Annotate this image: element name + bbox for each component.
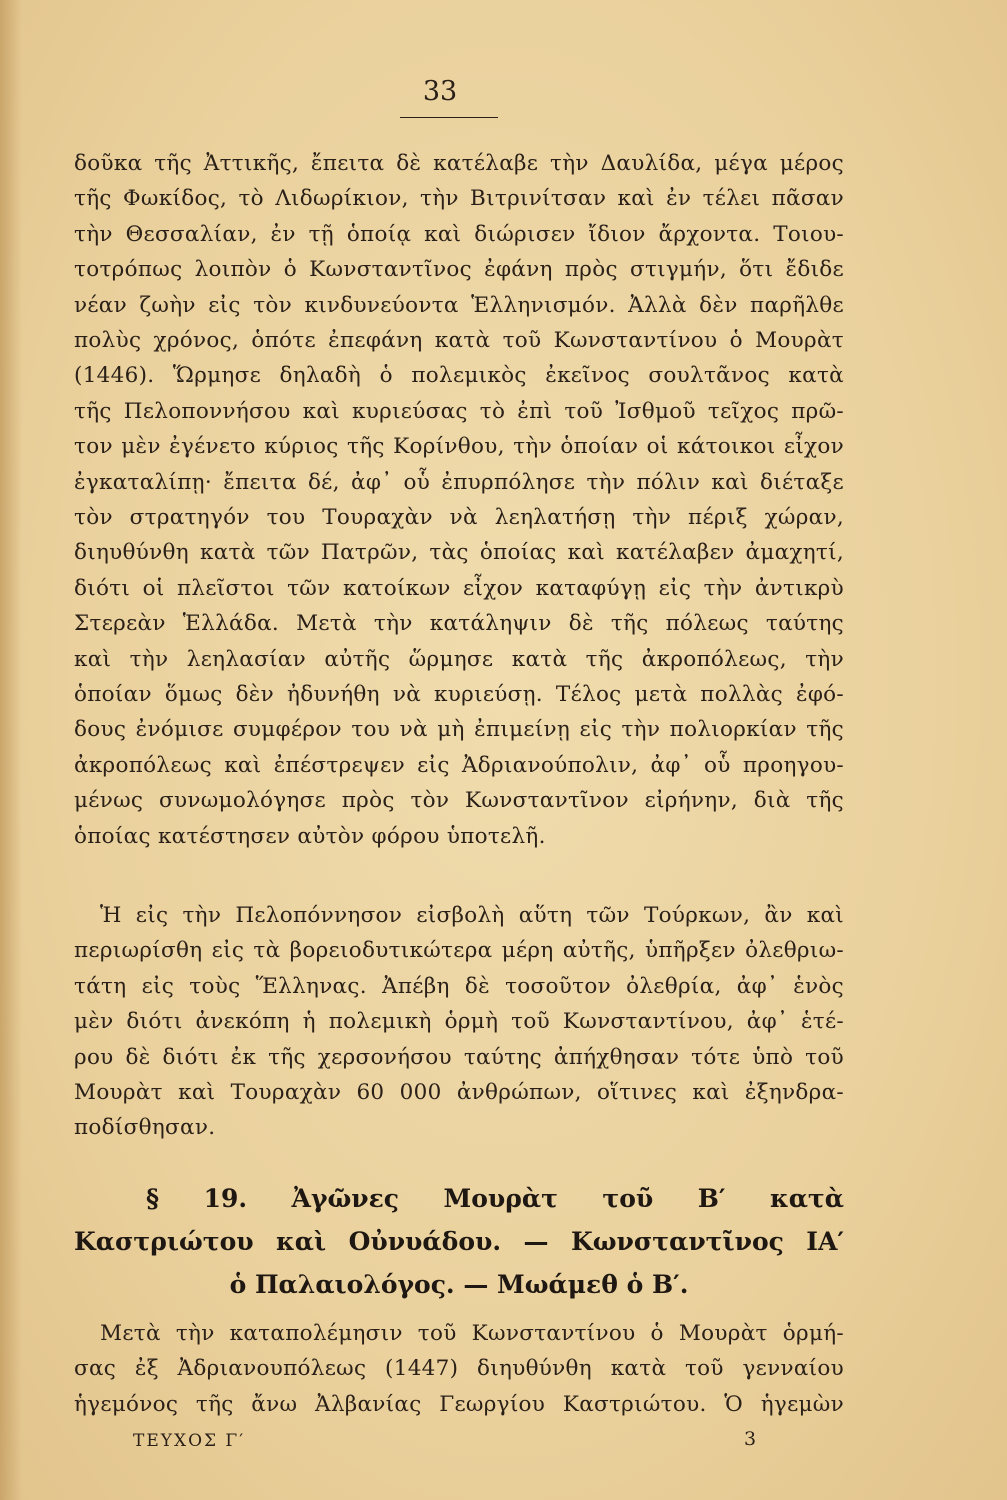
text-line: τὸν στρατηγόν του Τουραχὰν νὰ λεηλατήσῃ τὴν πέριξ χώραν, (74, 505, 844, 530)
heading-line: § 19. Ἀγῶνες Μουρὰτ τοῦ Β′ κατὰ (146, 1184, 844, 1213)
text-line: διηυθύνθη κατὰ τῶν Πατρῶν, τὰς ὁποίας καὶ κατέλαβεν ἀμαχητί, (74, 540, 844, 566)
text-line: πολὺς χρόνος, ὁπότε ἐπεφάνη κατὰ τοῦ Κωνσταντίνου ὁ Μουρὰτ (74, 328, 844, 353)
text-line: τὴν Θεσσαλίαν, ἐν τῇ ὁποίᾳ καὶ διώρισεν ἴδιον ἄρχοντα. Τοιου- (74, 221, 844, 247)
text-line: ποδίσθησαν. (74, 1115, 216, 1141)
text-line: μένως συνωμολόγησε πρὸς τὸν Κωνσταντῖνον εἰρήνην, διὰ τῆς (74, 788, 844, 814)
text-line: (1446). Ὥρμησε δηλαδὴ ὁ πολεμικὸς ἐκεῖνος σουλτᾶνος κατὰ (74, 363, 844, 389)
text-line: μὲν διότι ἀνεκόπη ἡ πολεμικὴ ὁρμὴ τοῦ Κωνσταντίνου, ἀφ᾽ ἑτέ- (74, 1009, 844, 1035)
text-line: τοτρόπως λοιπὸν ὁ Κωνσταντῖνος ἐφάνη πρὸς στιγμήν, ὅτι ἔδιδε (74, 257, 844, 283)
text-line: νέαν ζωὴν εἰς τὸν κινδυνεύοντα Ἑλληνισμόν. Ἀλλὰ δὲν παρῆλθε (74, 292, 844, 318)
page-number-rule (400, 117, 498, 118)
text-line: δους ἐνόμισε συμφέρον του νὰ μὴ ἐπιμείνῃ εἰς τὴν πολιορκίαν τῆς (74, 717, 844, 743)
page-number: 33 (422, 76, 458, 107)
printer-signature: ΤΕΥΧΟΣ Γ′ (133, 1431, 246, 1451)
signature-number: 3 (744, 1428, 757, 1450)
text-line: ἡγεμόνος τῆς ἄνω Ἀλβανίας Γεωργίου Καστριώτου. Ὁ ἡγεμὼν (74, 1391, 844, 1417)
text-line: τῆς Φωκίδος, τὸ Λιδωρίκιον, τὴν Βιτρινίτσαν καὶ ἐν τέλει πᾶσαν (74, 186, 844, 212)
text-line: Στερεὰν Ἑλλάδα. Μετὰ τὴν κατάληψιν δὲ τῆς πόλεως ταύτης (74, 611, 844, 637)
heading-line: Καστριώτου καὶ Οὐνυάδου. — Κωνσταντῖνος ΙΑ′ (74, 1227, 844, 1256)
text-line: διότι οἱ πλεῖστοι τῶν κατοίκων εἶχον καταφύγῃ εἰς τὴν ἀντικρὺ (74, 575, 844, 601)
text-line: περιωρίσθη εἰς τὰ βορειοδυτικώτερα μέρη αὐτῆς, ὑπῆρξεν ὀλεθριω- (74, 938, 844, 964)
text-line: ἀκροπόλεως καὶ ἐπέστρεψεν εἰς Ἀδριανούπολιν, ἀφ᾽ οὗ προηγου- (74, 752, 844, 778)
text-line: καὶ τὴν λεηλασίαν αὐτῆς ὥρμησε κατὰ τῆς ἀκροπόλεως, τὴν (74, 646, 844, 672)
text-line: ἐγκαταλίπῃ· ἔπειτα δέ, ἀφ᾽ οὗ ἐπυρπόλησε τὴν πόλιν καὶ διέταξε (74, 469, 844, 495)
text-line: ὁποίας κατέστησεν αὐτὸν φόρου ὑποτελῆ. (74, 823, 546, 849)
text-line: τάτη εἰς τοὺς Ἕλληνας. Ἀπέβη δὲ τοσοῦτον ὀλεθρία, ἀφ᾽ ἑνὸς (74, 973, 844, 999)
text-line: σας ἐξ Ἀδριανουπόλεως (1447) διηυθύνθη κατὰ τοῦ γενναίου (74, 1356, 844, 1382)
text-line: Ἡ εἰς τὴν Πελοπόννησον εἰσβολὴ αὕτη τῶν Τούρκων, ἂν καὶ (100, 903, 844, 928)
text-line: ὁποίαν ὅμως δὲν ἠδυνήθη νὰ κυριεύσῃ. Τέλος μετὰ πολλὰς ἐφό- (74, 682, 844, 707)
text-line: τῆς Πελοποννήσου καὶ κυριεύσας τὸ ἐπὶ τοῦ Ἰσθμοῦ τεῖχος πρῶ- (74, 398, 844, 424)
heading-line: ὁ Παλαιολόγος. — Μωάμεθ ὁ Β′. (229, 1270, 689, 1299)
text-line: Μετὰ τὴν καταπολέμησιν τοῦ Κωνσταντίνου ὁ Μουρὰτ ὁρμή- (100, 1321, 844, 1346)
page-edge-shadow (0, 0, 22, 1500)
text-line: ρου δὲ διότι ἐκ τῆς χερσονήσου ταύτης ἀπήχθησαν τότε ὑπὸ τοῦ (74, 1044, 844, 1070)
text-line: δοῦκα τῆς Ἀττικῆς, ἔπειτα δὲ κατέλαβε τὴν Δαυλίδα, μέγα μέρος (74, 151, 844, 176)
text-line: Μουρὰτ καὶ Τουραχὰν 60 000 ἀνθρώπων, οἵτινες καὶ ἐξηνδρα- (74, 1080, 844, 1105)
text-line: τον μὲν ἐγένετο κύριος τῆς Κορίνθου, τὴν ὁποίαν οἱ κάτοικοι εἶχον (74, 434, 844, 460)
